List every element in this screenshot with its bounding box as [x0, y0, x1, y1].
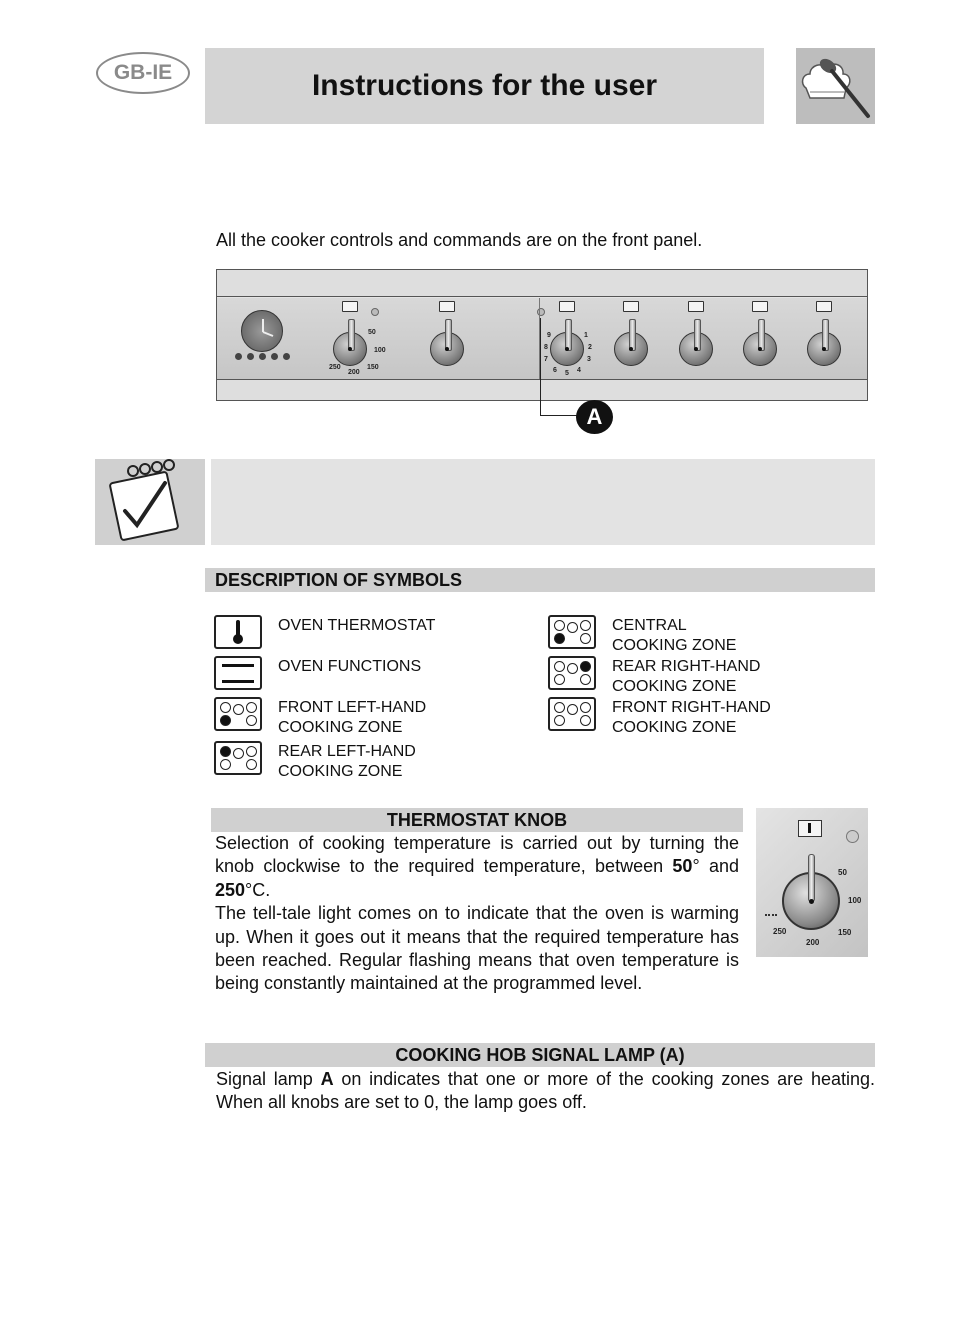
scale-label: 50 — [368, 329, 376, 336]
clock-icon — [241, 310, 283, 352]
symbol-label: OVEN FUNCTIONS — [278, 658, 422, 675]
symbol-label: FRONT RIGHT-HAND COOKING ZONE — [612, 699, 771, 736]
callout-line — [540, 318, 541, 416]
scale-label: 150 — [367, 364, 379, 371]
thermostat-knob-illustration — [756, 808, 868, 957]
symbol-label: CENTRAL COOKING ZONE — [612, 617, 737, 654]
scale-label: 200 — [806, 938, 820, 947]
scale-label: 7 — [544, 356, 548, 363]
chef-hat-spoon-icon — [796, 48, 875, 124]
scale-label: 2 — [588, 344, 592, 351]
hob-lamp-text: Signal lamp A on indicates that one or more of the cooking zones are heating. When all knobs are set to 0, the lamp goes off. — [216, 1069, 875, 1113]
timer-button[interactable] — [271, 353, 278, 360]
oven-functions-icon — [439, 301, 455, 312]
hob-lamp-heading: COOKING HOB SIGNAL LAMP (A) — [205, 1043, 875, 1067]
central-zone-icon — [688, 301, 704, 312]
hob-knob-rear-right[interactable] — [743, 332, 777, 366]
symbol-label: REAR RIGHT-HAND COOKING ZONE — [612, 658, 761, 695]
scale-label: 8 — [544, 344, 548, 351]
thermometer-icon — [214, 615, 262, 649]
scale-label: 3 — [587, 356, 591, 363]
central-zone-icon — [548, 615, 596, 649]
rear-right-zone-icon — [548, 656, 596, 690]
front-right-zone-icon — [548, 697, 596, 731]
scale-label: 9 — [547, 332, 551, 339]
panel-top-strip — [217, 270, 867, 297]
scale-label: 200 — [348, 369, 360, 376]
scale-label: 6 — [553, 367, 557, 374]
hob-knob-rear-left[interactable] — [614, 332, 648, 366]
scale-label: 4 — [577, 367, 581, 374]
scale-label: 1 — [584, 332, 588, 339]
hob-knob-front-left[interactable] — [550, 332, 584, 366]
timer-button[interactable] — [259, 353, 266, 360]
thermostat-paragraph-1: Selection of cooking temperature is carried out by turning the knob clockwise to the required temperature, between 50° and 250°C. — [215, 833, 739, 900]
tell-tale-light — [846, 830, 859, 843]
front-left-zone-icon — [214, 697, 262, 731]
panel-bottom-strip — [217, 379, 867, 400]
front-right-zone-icon — [816, 301, 832, 312]
note-band — [211, 459, 875, 545]
thermostat-knob[interactable] — [782, 872, 840, 930]
symbols-heading: DESCRIPTION OF SYMBOLS — [205, 568, 875, 592]
title-bar — [205, 48, 764, 124]
thermometer-icon — [798, 820, 822, 837]
scale-label: 5 — [565, 370, 569, 377]
thermometer-icon — [342, 301, 358, 312]
timer-button[interactable] — [235, 353, 242, 360]
oven-tell-tale-lamp — [371, 308, 379, 316]
hob-knob-central[interactable] — [679, 332, 713, 366]
symbol-label: FRONT LEFT-HAND COOKING ZONE — [278, 699, 427, 736]
region-badge: GB-IE — [96, 52, 190, 94]
hob-knob-front-right[interactable] — [807, 332, 841, 366]
thermostat-paragraph-2: The tell-tale light comes on to indicate that the oven is warming up. When it goes out it means that the required temperature has been reached. Regular flashing means that oven temperature is being constantly maintained at the programmed level. — [215, 903, 739, 994]
minimum-mark-icon — [765, 914, 777, 917]
symbol-label: REAR LEFT-HAND COOKING ZONE — [278, 743, 416, 780]
intro-text: All the cooker controls and commands are on the front panel. — [216, 230, 703, 250]
scale-label: 100 — [848, 896, 862, 905]
oven-functions-knob[interactable] — [430, 332, 464, 366]
scale-label: 50 — [838, 868, 847, 877]
scale-label: 250 — [773, 927, 787, 936]
callout-a-label: A — [576, 400, 613, 434]
rear-left-zone-icon — [214, 741, 262, 775]
oven-functions-icon — [214, 656, 262, 690]
cooker-control-panel — [216, 269, 868, 401]
oven-thermostat-knob[interactable] — [333, 332, 367, 366]
front-left-zone-icon — [559, 301, 575, 312]
notepad-check-icon — [95, 459, 205, 545]
callout-line — [540, 415, 577, 416]
symbol-label: OVEN THERMOSTAT — [278, 617, 436, 634]
panel-face — [217, 298, 867, 379]
scale-label: 250 — [329, 364, 341, 371]
timer-button[interactable] — [283, 353, 290, 360]
rear-right-zone-icon — [752, 301, 768, 312]
thermostat-heading: THERMOSTAT KNOB — [211, 808, 743, 832]
scale-label: 100 — [374, 347, 386, 354]
thermostat-text — [215, 832, 739, 996]
scale-label: 150 — [838, 928, 852, 937]
timer-button[interactable] — [247, 353, 254, 360]
page-title: Instructions for the user — [311, 69, 658, 102]
rear-left-zone-icon — [623, 301, 639, 312]
